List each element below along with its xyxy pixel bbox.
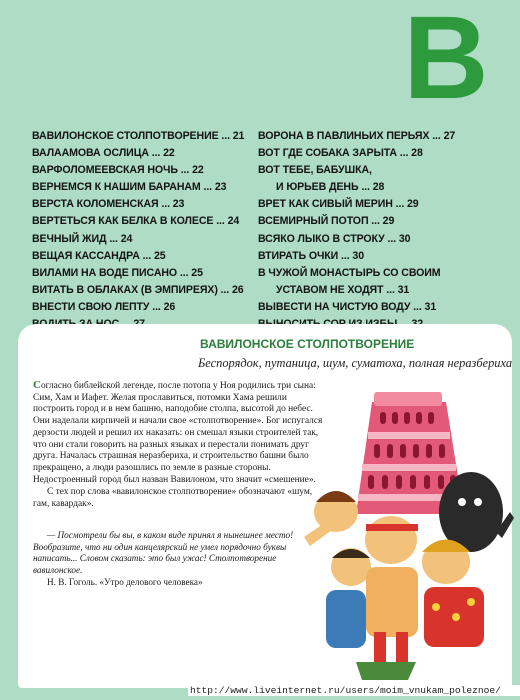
index-entry: ВТИРАТЬ ОЧКИ ... 30 bbox=[258, 249, 364, 262]
quote-attribution: Н. В. Гоголь. «Утро делового человека» bbox=[47, 577, 203, 588]
index-entry: ВНЕСТИ СВОЮ ЛЕПТУ ... 26 bbox=[32, 300, 176, 313]
index-entry: ВСЯКО ЛЫКО В СТРОКУ ... 30 bbox=[258, 232, 411, 245]
source-url: http://www.liveinternet.ru/users/moim_vnukam_poleznoe/ bbox=[188, 685, 520, 696]
index-entry: ВЕЩАЯ КАССАНДРА ... 25 bbox=[32, 249, 166, 262]
index-entry: ВАВИЛОНСКОЕ СТОЛПОТВОРЕНИЕ ... 21 bbox=[32, 130, 245, 142]
section-letter: В bbox=[403, 0, 487, 124]
index-entry: ВИЛАМИ НА ВОДЕ ПИСАНО ... 25 bbox=[32, 266, 203, 279]
index-entry: ВАРФОЛОМЕЕВСКАЯ НОЧЬ ... 22 bbox=[32, 164, 204, 177]
index-entry: ВЫВЕСТИ НА ЧИСТУЮ ВОДУ ... 31 bbox=[258, 300, 437, 313]
index-column-right bbox=[258, 128, 498, 333]
article-paragraph: С тех пор слова «вавилонское столпотворение» обозначают «шум, гам, кавардак». bbox=[33, 487, 313, 510]
article-paragraph-text: огласно библейской легенде, после потопа у Ноя родились три сына: Сим, Хам и Иафет. Желая прославиться, потомки Хама решили построить город и в нем башню, наподобие столпа, высотой до небес. Они наделали кирпичей и начали свое «столпотворение». Бог испугался дерзости людей и решил их наказать: он смешал языки строителей так, что они стали говорить на разных языках и перестали понимать друг друга. Началась страшная неразбериха, и строительство башни было прекращено, а люди разошлись по земле в разные стороны. Недостроенный город был назван Вавилоном, что значит «смешение». bbox=[33, 381, 323, 485]
index-entry: ВЕРНЕМСЯ К НАШИМ БАРАНАМ ... 23 bbox=[32, 181, 227, 194]
drop-cap: С bbox=[33, 379, 41, 391]
index-entry: ВЕРСТА КОЛОМЕНСКАЯ ... 23 bbox=[32, 198, 185, 211]
index-entry: В ЧУЖОЙ МОНАСТЫРЬ СО СВОИМ bbox=[258, 266, 441, 279]
index-entry: ВИТАТЬ В ОБЛАКАХ (В ЭМПИРЕЯХ) ... 26 bbox=[32, 283, 244, 296]
index-entry: ВОТ ГДЕ СОБАКА ЗАРЫТА ... 28 bbox=[258, 147, 423, 160]
index-entry: ВАЛААМОВА ОСЛИЦА ... 22 bbox=[32, 147, 175, 160]
article-paragraph bbox=[33, 380, 329, 486]
index-entry: ВРЕТ КАК СИВЫЙ МЕРИН ... 29 bbox=[258, 198, 419, 211]
index-entry: И ЮРЬЕВ ДЕНЬ ... 28 bbox=[276, 181, 385, 194]
quote-text: — Посмотрели бы вы, в каком виде принял я нынешнее место! Вообразите, что ни один канцелярский не умел порядочно буквы написать... Словом сказать: это был ужас! Столпотворение вавилонское. bbox=[33, 530, 294, 575]
index-entry: ВЕРТЕТЬСЯ КАК БЕЛКА В КОЛЕСЕ ... 24 bbox=[32, 215, 240, 228]
article-heading: ВАВИЛОНСКОЕ СТОЛПОТВОРЕНИЕ bbox=[200, 337, 415, 351]
index-entry: ВЕЧНЫЙ ЖИД ... 24 bbox=[32, 232, 133, 245]
article-subtitle: Беспорядок, путаница, шум, суматоха, полная неразбериха bbox=[198, 356, 513, 370]
index-entry: ВОТ ТЕБЕ, БАБУШКА, bbox=[258, 164, 372, 177]
index-entry: ВСЕМИРНЫЙ ПОТОП ... 29 bbox=[258, 215, 395, 228]
index-entry: ВОРОНА В ПАВЛИНЬИХ ПЕРЬЯХ ... 27 bbox=[258, 130, 456, 142]
index-entry: УСТАВОМ НЕ ХОДЯТ ... 31 bbox=[276, 283, 410, 296]
index-column-left bbox=[32, 128, 245, 333]
tower-of-babel-illustration bbox=[296, 362, 514, 684]
literary-quote bbox=[33, 530, 313, 589]
article-body bbox=[33, 380, 329, 511]
